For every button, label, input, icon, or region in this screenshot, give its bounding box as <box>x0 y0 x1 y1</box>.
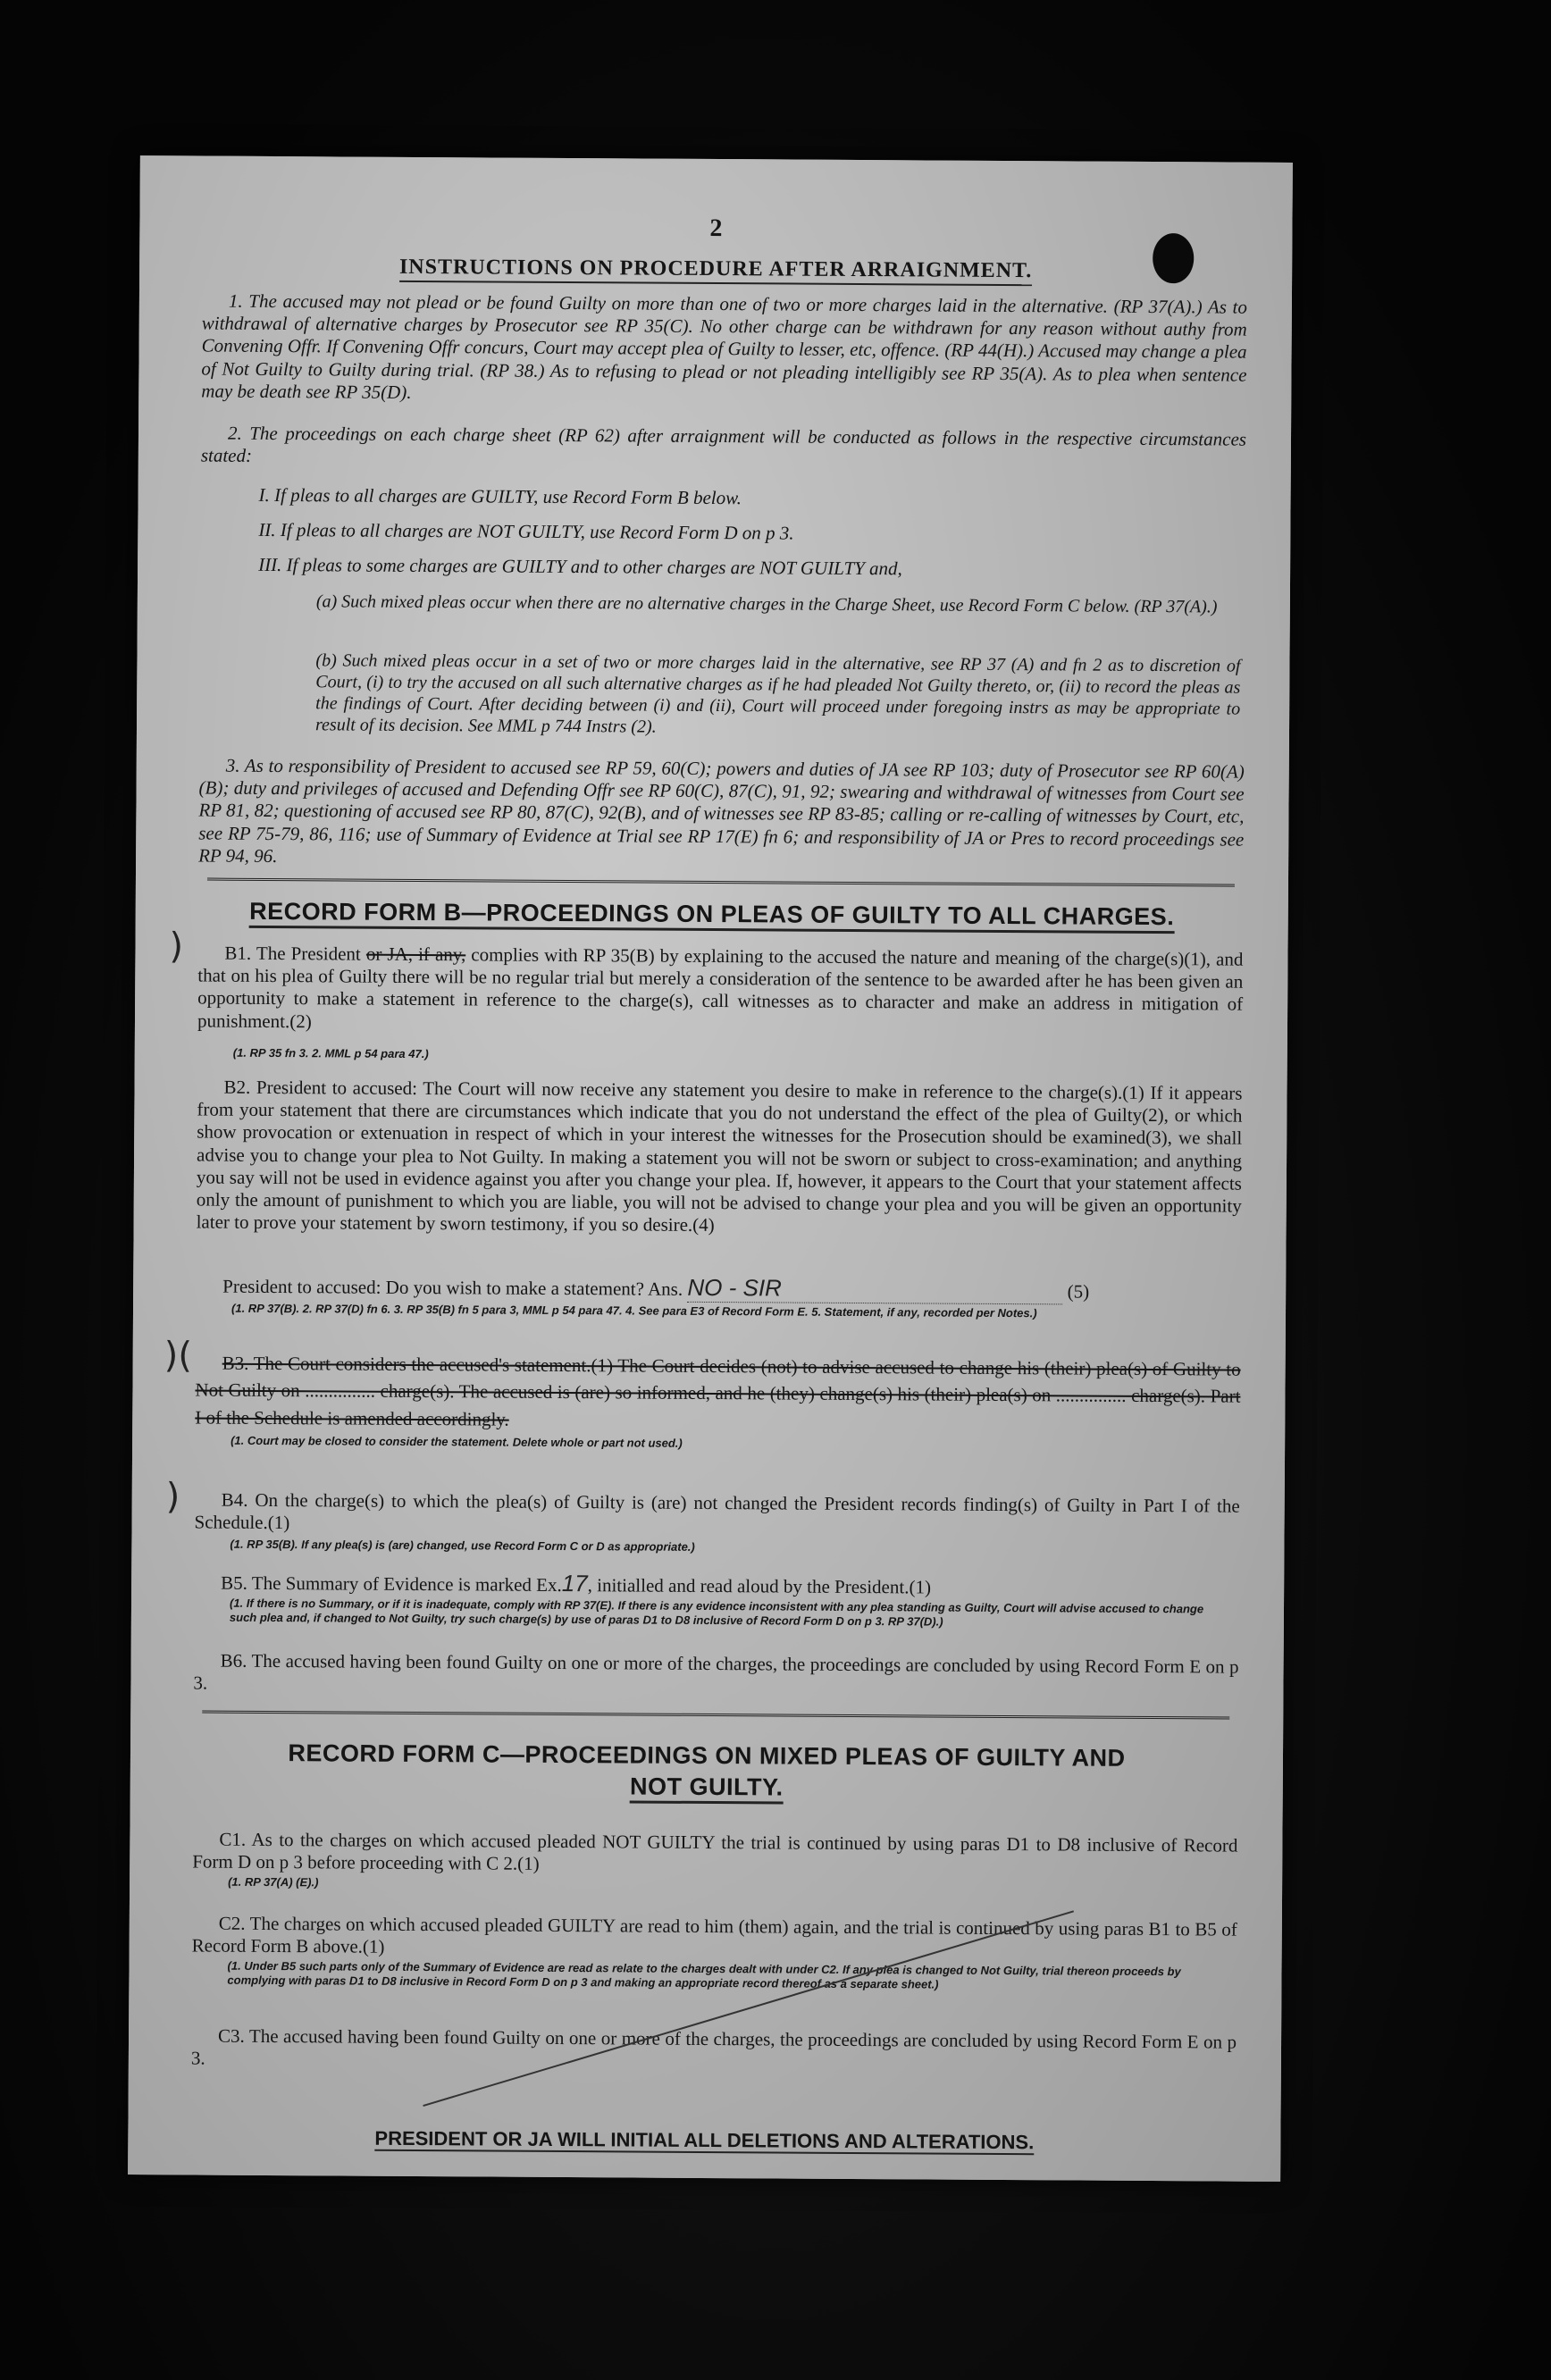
instruction-item-a: (a) Such mixed pleas occur when there are no alternative charges in the Charge Sheet, use Record Form C below. (RP 37(A).) <box>315 591 1218 617</box>
form-b-b1: B1. The President or JA, if any, complies with RP 35(B) by explaining to the accused the nature and meaning of the charge(s)(1), and that on his plea of Guilty there will be no regular trial but merely a consideration of the sentence to be awarded after he has been given an opportunity to make a statement in reference to the charge(s), call witnesses as to character and make an address in mitigation of punishment.(2) <box>197 942 1244 1032</box>
page-number: 2 <box>709 214 723 243</box>
margin-mark: ) <box>165 1476 180 1518</box>
page-title-text: INSTRUCTIONS ON PROCEDURE AFTER ARRAIGNMENT. <box>399 256 1032 286</box>
form-c-heading-line1: RECORD FORM C—PROCEEDINGS ON MIXED PLEAS OF GUILTY AND <box>288 1739 1126 1772</box>
form-b-b6: B6. The accused having been found Guilty on one or more of the charges, the proceedings are concluded by using Record Form E on p 3. <box>193 1649 1239 1694</box>
form-c-c1: C1. As to the charges on which accused pleaded NOT GUILTY the trial is continued by using paras D1 to D8 inclusive of Record Form D on p 3 before proceeding with C 2.(1) <box>192 1828 1238 1875</box>
instruction-item-i: I. If pleas to all charges are GUILTY, use Record Form B below. <box>258 483 742 509</box>
form-b-b2-question: President to accused: Do you wish to make a statement? Ans. NO - SIR (5) <box>222 1271 1241 1306</box>
form-b-b5: B5. The Summary of Evidence is marked Ex.17, initialled and read aloud by the President.(1) <box>221 1569 932 1598</box>
instruction-item-b: (b) Such mixed pleas occur in a set of two or more charges laid in the alternative, see RP 37 (A) and fn 2 as to discretion of Court, (i) to try the accused on all such alternative charges as if he had pleaded Not Guilty thereto, or, (ii) to record the pleas as the findings of Court. After deciding between (i) and (ii), Court will proceed under foregoing instrs as may be appropriate to result of its decision. See MML p 744 Instrs (2). <box>314 650 1241 737</box>
margin-mark: ) <box>169 926 184 968</box>
instruction-item-iii: III. If pleas to some charges are GUILTY and to other charges are NOT GUILTY and, <box>258 553 902 580</box>
page-title <box>139 254 1292 285</box>
form-c-heading <box>130 1737 1283 1806</box>
document-page <box>128 155 1293 2182</box>
form-b-b5-note: (1. If there is no Summary, or if it is inadequate, comply with RP 37(E). If there is any evidence inconsistent with any plea standing as Guilty, Court will advise accused to change such plea and, if changed to Not Guilty, try such charge(s) by use of paras D1 to D8 inclusive of Record Form D on p 3. RP 37(D).) <box>229 1596 1204 1629</box>
form-b-b4: B4. On the charge(s) to which the plea(s) of Guilty is (are) not changed the President records finding(s) of Guilty in Part I of the Schedule.(1) <box>194 1488 1240 1534</box>
form-b-b4-note: (1. RP 35(B). If any plea(s) is (are) changed, use Record Form C or D as appropriate.) <box>230 1537 695 1554</box>
handwritten-answer: NO - SIR <box>687 1273 782 1302</box>
form-b-b3: B3. The Court considers the accused's statement.(1) The Court decides (not) to advise accused to change his (their) plea(s) of Guilty to Not Guilty on ............... charge(s). The accused is (are) so informed, and he (they) change(s) his (their) plea(s) on ............... charge(s). Part I of the Schedule is amended accordingly. <box>195 1352 1241 1430</box>
form-c-c2: C2. The charges on which accused pleaded GUILTY are read to him (them) again, and the trial is continued by using paras B1 to B5 of Record Form B above.(1) <box>191 1912 1237 1957</box>
footer-text: PRESIDENT OR JA WILL INITIAL ALL DELETIONS AND ALTERATIONS. <box>374 2126 1035 2154</box>
form-b-heading <box>136 897 1288 932</box>
form-c-c1-note: (1. RP 37(A) (E).) <box>228 1874 319 1890</box>
form-b-b2: B2. President to accused: The Court will now receive any statement you desire to make in reference to the charge(s).(1) If it appears from your statement that there are circumstances which indicate that you do not understand the effect of the plea of Guilty(2), or which show provocation or extenuation in respect of which in your interest the witnesses for the Prosecution should be examined(3), we shall advise you to change your plea to Not Guilty. In making a statement you will not be sworn or subject to cross-examination; and anything you say will not be used in evidence against you after you change your plea. If, however, it appears to the Court that your statement affects only the amount of punishment to which you are liable, you will not be advised to change your plea and you will be given an opportunity later to prove your statement by sworn testimony, if you so desire.(4) <box>196 1076 1243 1236</box>
instruction-para-1: 1. The accused may not plead or be found Guilty on more than one of two or more charges laid in the alternative. (RP 37(A).) As to withdrawal of alternative charges by Prosecutor see RP 35(C). No other charge can be withdrawn for any reason without authy from Convening Offr. If Convening Offr concurs, Court may accept plea of Guilty to lesser, etc, offence. (RP 44(H).) Accused may change a plea of Not Guilty to Guilty during trial. (RP 38.) As to refusing to plead or not pleading intelligibly see RP 35(A). As to plea when sentence may be death see RP 35(D). <box>201 289 1247 403</box>
struck-text: or JA, if any, <box>365 943 466 966</box>
form-c-c2-note: (1. Under B5 such parts only of the Summary of Evidence are read as relate to the charges dealt with under C2. If any plea is changed to Not Guilty, trial thereon proceeds by complying with paras D1 to D8 inclusive in Record Form D on p 3 and making an appropriate record thereof as a separate sheet.) <box>227 1958 1181 1991</box>
form-b-b1-note: (1. RP 35 fn 3. 2. MML p 54 para 47.) <box>232 1045 429 1061</box>
margin-mark: )( <box>163 1335 193 1377</box>
form-c-c3: C3. The accused having been found Guilty on one or more of the charges, the proceedings are concluded by using Record Form E on p 3. <box>190 2024 1237 2069</box>
section-divider <box>202 1711 1229 1720</box>
instruction-para-2: 2. The proceedings on each charge sheet (RP 62) after arraignment will be conducted as follows in the respective circumstances stated: <box>200 422 1247 467</box>
form-b-b2-note: (1. RP 37(B). 2. RP 37(D) fn 6. 3. RP 35(B) fn 5 para 3, MML p 54 para 47. 4. See para E3 of Record Form E. 5. Statement, if any, recorded per Notes.) <box>231 1301 1037 1320</box>
instruction-item-ii: II. If pleas to all charges are NOT GUILTY, use Record Form D on p 3. <box>258 518 794 544</box>
footer-instruction <box>128 2125 1280 2156</box>
form-b-b3-note: (1. Court may be closed to consider the statement. Delete whole or part not used.) <box>231 1433 683 1450</box>
handwritten-exhibit: 17 <box>561 1569 588 1597</box>
instruction-para-3: 3. As to responsibility of President to accused see RP 59, 60(C); powers and duties of JA see RP 103; duty of Prosecutor see RP 60(A) (B); duty and privileges of accused and Defending Offr see RP 60(C), 87(C), 91, 92; swearing and withdrawal of witnesses from Court see RP 81, 82; questioning of accused see RP 80, 87(C), 92(B), and of witnesses see RP 83-85; calling or re-calling of witnesses by Court, etc, see RP 75-79, 86, 116; use of Summary of Evidence at Trial see RP 17(E) fn 6; and responsibility of JA or Pres to record proceedings see RP 94, 96. <box>198 754 1245 867</box>
section-divider <box>207 878 1235 887</box>
form-b-heading-text: RECORD FORM B—PROCEEDINGS ON PLEAS OF GUILTY TO ALL CHARGES. <box>249 898 1174 934</box>
form-c-heading-line2: NOT GUILTY. <box>630 1773 784 1805</box>
